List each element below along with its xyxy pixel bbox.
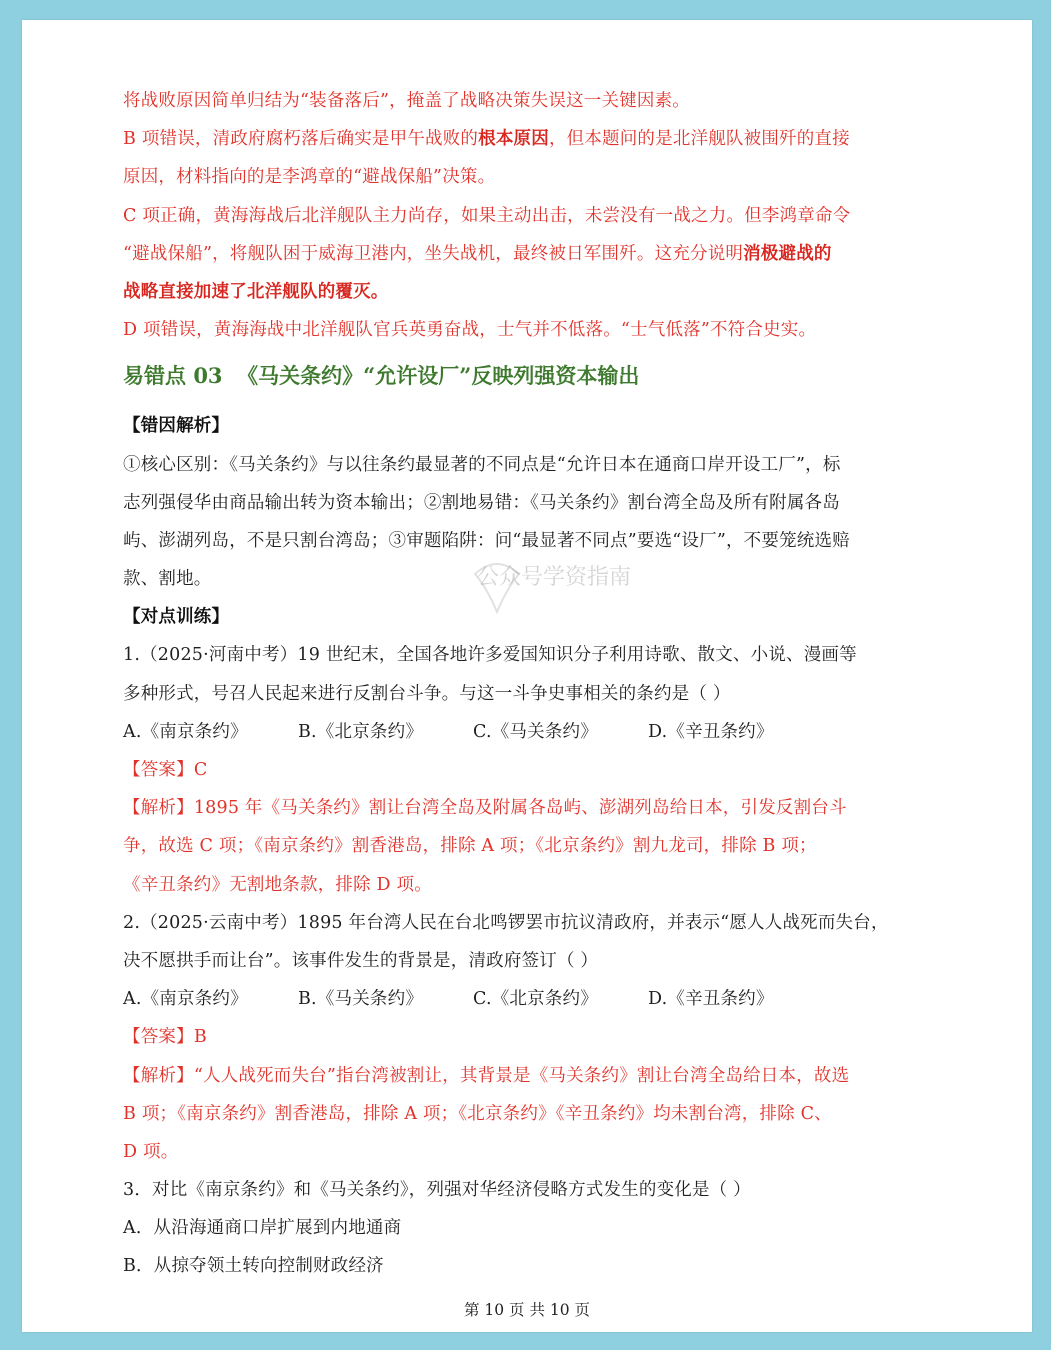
text-line: C 项正确，黄海海战后北洋舰队主力尚存，如果主动出击，未尝没有一战之力。但李鸿章命令 xyxy=(123,205,851,226)
explain-line: 《辛丑条约》无割地条款，排除 D 项。 xyxy=(123,874,432,895)
option-a: A.《南京条约》 xyxy=(123,721,248,742)
option-c: C.《北京条约》 xyxy=(473,989,598,1010)
training-label: 【对点训练】 xyxy=(123,607,230,628)
bold-phrase: 战略直接加速了北洋舰队的覆灭。 xyxy=(123,281,389,302)
question-line: 3．对比《南京条约》和《马关条约》，列强对华经济侵略方式发生的变化是（ ） xyxy=(123,1180,751,1201)
bold-phrase: 消极避战的 xyxy=(743,243,832,264)
heading-number: 03 xyxy=(193,363,223,389)
option-d: D.《辛丑条约》 xyxy=(648,721,774,742)
explain-line xyxy=(123,1057,933,1095)
text-span: ，但本题问的是北洋舰队被围歼的直接 xyxy=(548,129,850,150)
explain-label: 【解析】 xyxy=(123,1065,194,1086)
text-line: D 项错误，黄海海战中北洋舰队官兵英勇奋战，士气并不低落。“士气低落”不符合史实。 xyxy=(123,320,817,341)
answer-value: C xyxy=(193,760,208,780)
watermark-text: 公众号学资指南 xyxy=(477,565,632,590)
text-line: ①核心区别：《马关条约》与以往条约最显著的不同点是“允许日本在通商口岸开设工厂”，标 xyxy=(123,454,841,475)
text-line xyxy=(123,273,933,311)
text-line xyxy=(123,235,933,273)
question-line: 决不愿拱手而让台”。该事件发生的背景是，清政府签订（ ） xyxy=(123,950,599,971)
text-span: B 项错误，清政府腐朽落后确实是甲午战败的 xyxy=(123,129,479,150)
section-heading xyxy=(123,351,933,401)
explain-text: “人人战死而失台”指台湾被割让，其背景是《马关条约》割让台湾全岛给日本，故选 xyxy=(193,1065,850,1086)
answer-label: 【答案】 xyxy=(123,760,194,780)
options-row xyxy=(123,713,933,751)
text-line: 屿、澎湖列岛，不是只割台湾岛；③审题陷阱：问“最显著不同点”要选“设厂”，不要笼统选赔 xyxy=(123,530,850,551)
question-line: 1.（2025·河南中考）19 世纪末，全国各地许多爱国知识分子利用诗歌、散文、小说、漫画等 xyxy=(123,645,857,666)
text-line: 将战败原因简单归结为“装备落后”，掩盖了战略决策失误这一关键因素。 xyxy=(123,91,690,111)
document-page xyxy=(22,20,1032,1332)
answer-line xyxy=(123,1018,933,1056)
heading-prefix: 易错点 xyxy=(123,363,186,389)
heading-title: 《马关条约》“允许设厂”反映列强资本输出 xyxy=(237,363,640,389)
text-span: “避战保船”，将舰队困于威海卫港内，坐失战机，最终被日军围歼。这充分说明 xyxy=(123,243,744,264)
explain-label: 【解析】 xyxy=(123,798,194,819)
explain-line: 争，故选 C 项；《南京条约》割香港岛，排除 A 项；《北京条约》割九龙司，排除 B 项； xyxy=(123,836,817,857)
option-b: B.《马关条约》 xyxy=(298,989,424,1010)
option-line: A．从沿海通商口岸扩展到内地通商 xyxy=(123,1218,402,1239)
text-line xyxy=(123,120,933,158)
explain-line: D 项。 xyxy=(123,1141,179,1162)
answer-value: B xyxy=(193,1027,207,1048)
question-line: 2.（2025·云南中考）1895 年台湾人民在台北鸣锣罢市抗议清政府，并表示“愿人人战死而失台， xyxy=(123,912,889,933)
answer-label: 【答案】 xyxy=(123,1027,194,1048)
text-line: 原因，材料指向的是李鸿章的“避战保船”决策。 xyxy=(123,167,496,188)
explain-line: B 项；《南京条约》割香港岛，排除 A 项；《北京条约》《辛丑条约》均未割台湾，排除 C、 xyxy=(123,1103,832,1124)
option-a: A.《南京条约》 xyxy=(123,989,248,1010)
option-b: B.《北京条约》 xyxy=(298,721,424,742)
error-analysis-label: 【错因解析】 xyxy=(123,416,230,437)
option-line: B．从掠夺领土转向控制财政经济 xyxy=(123,1256,384,1277)
question-line: 多种形式，号召人民起来进行反割台斗争。与这一斗争史事相关的条约是（ ） xyxy=(123,683,731,704)
answer-line xyxy=(123,751,933,789)
bold-phrase: 根本原因 xyxy=(478,129,549,150)
option-d: D.《辛丑条约》 xyxy=(648,989,774,1010)
content xyxy=(123,82,933,1286)
option-c: C.《马关条约》 xyxy=(473,721,598,742)
options-row xyxy=(123,980,933,1018)
text-line: 款、割地。 xyxy=(123,569,212,590)
page-footer: 第 10 页 共 10 页 xyxy=(463,1301,591,1319)
explain-text: 1895 年《马关条约》割让台湾全岛及附属各岛屿、澎湖列岛给日本，引发反割台斗 xyxy=(193,798,847,819)
text-line: 志列强侵华由商品输出转为资本输出；②割地易错：《马关条约》割台湾全岛及所有附属各岛 xyxy=(123,492,840,513)
explain-line xyxy=(123,789,933,827)
